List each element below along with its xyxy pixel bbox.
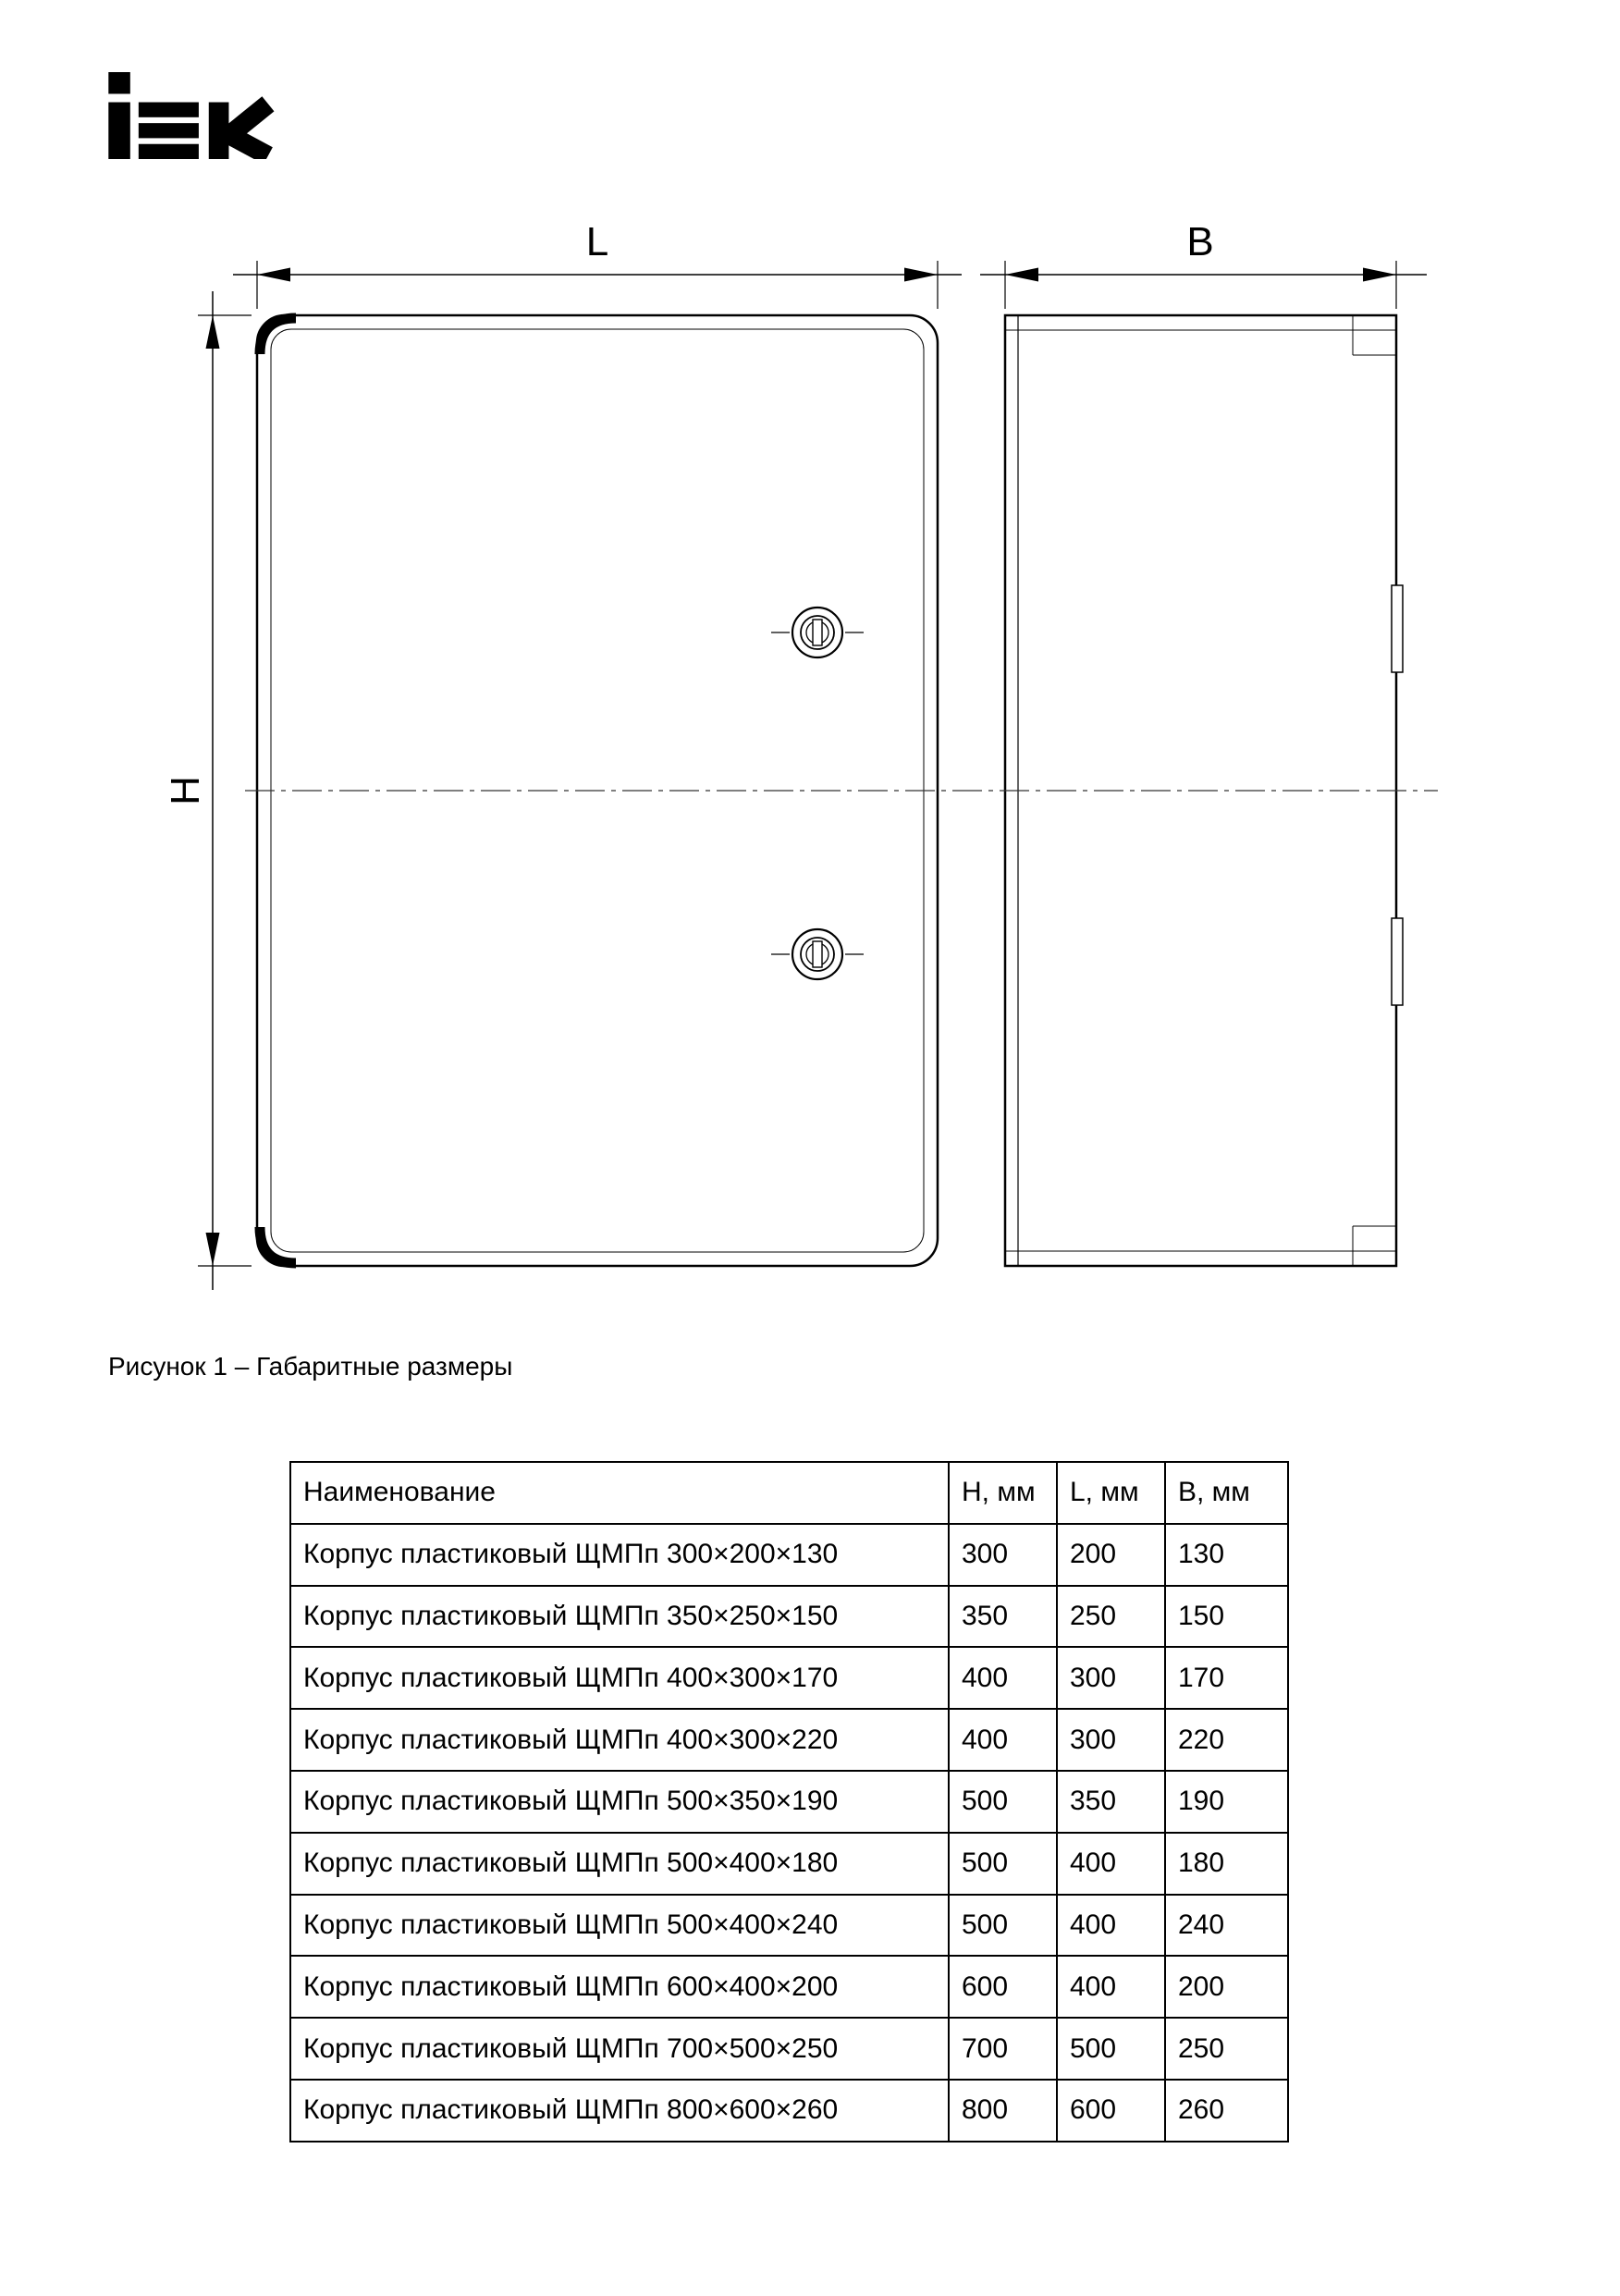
product-name-cell: Корпус пластиковый ЩМПп 350×250×150 bbox=[290, 1586, 949, 1648]
dimensions-table bbox=[289, 1461, 1289, 2143]
h-value-cell: 500 bbox=[949, 1771, 1057, 1833]
logo-e-bar bbox=[139, 123, 199, 138]
dimension-label-b: B bbox=[1186, 219, 1214, 264]
header-l-mm: L, мм bbox=[1057, 1462, 1165, 1524]
table-row bbox=[290, 1647, 1288, 1709]
dimension-label-l: L bbox=[585, 219, 609, 264]
h-value-cell: 300 bbox=[949, 1524, 1057, 1586]
l-value-cell: 250 bbox=[1057, 1586, 1165, 1648]
l-value-cell: 400 bbox=[1057, 1956, 1165, 2018]
l-value-cell: 200 bbox=[1057, 1524, 1165, 1586]
arrowhead-up-icon bbox=[206, 315, 220, 349]
table-row bbox=[290, 1771, 1288, 1833]
table-row bbox=[290, 2018, 1288, 2080]
b-value-cell: 200 bbox=[1165, 1956, 1288, 2018]
product-name-cell: Корпус пластиковый ЩМПп 500×400×180 bbox=[290, 1833, 949, 1895]
h-value-cell: 600 bbox=[949, 1956, 1057, 2018]
b-value-cell: 130 bbox=[1165, 1524, 1288, 1586]
table-row bbox=[290, 1524, 1288, 1586]
product-name-cell: Корпус пластиковый ЩМПп 500×350×190 bbox=[290, 1771, 949, 1833]
product-name-cell: Корпус пластиковый ЩМПп 500×400×240 bbox=[290, 1895, 949, 1957]
h-value-cell: 500 bbox=[949, 1833, 1057, 1895]
figure-caption: Рисунок 1 – Габаритные размеры bbox=[108, 1352, 513, 1381]
iek-logo bbox=[108, 72, 279, 159]
wall-bracket-top bbox=[1392, 585, 1403, 672]
l-value-cell: 300 bbox=[1057, 1647, 1165, 1709]
product-name-cell: Корпус пластиковый ЩМПп 700×500×250 bbox=[290, 2018, 949, 2080]
product-name-cell: Корпус пластиковый ЩМПп 400×300×220 bbox=[290, 1709, 949, 1771]
logo-e-bar bbox=[139, 144, 199, 159]
h-value-cell: 400 bbox=[949, 1647, 1057, 1709]
table-row bbox=[290, 1956, 1288, 2018]
product-name-cell: Корпус пластиковый ЩМПп 300×200×130 bbox=[290, 1524, 949, 1586]
h-value-cell: 400 bbox=[949, 1709, 1057, 1771]
dimension-h bbox=[163, 291, 252, 1290]
l-value-cell: 500 bbox=[1057, 2018, 1165, 2080]
l-value-cell: 400 bbox=[1057, 1833, 1165, 1895]
l-value-cell: 400 bbox=[1057, 1895, 1165, 1957]
b-value-cell: 240 bbox=[1165, 1895, 1288, 1957]
b-value-cell: 180 bbox=[1165, 1833, 1288, 1895]
arrowhead-right-icon bbox=[904, 268, 938, 282]
b-value-cell: 190 bbox=[1165, 1771, 1288, 1833]
table-row bbox=[290, 2080, 1288, 2142]
table-header-row bbox=[290, 1462, 1288, 1524]
header-h-mm: H, мм bbox=[949, 1462, 1057, 1524]
dimension-label-h: H bbox=[163, 776, 208, 805]
logo-k-lower-arm bbox=[225, 132, 268, 155]
dimension-b bbox=[980, 219, 1427, 309]
table-row bbox=[290, 1709, 1288, 1771]
arrowhead-left-icon bbox=[257, 268, 290, 282]
arrowhead-right-icon bbox=[1363, 268, 1396, 282]
b-value-cell: 260 bbox=[1165, 2080, 1288, 2142]
b-value-cell: 220 bbox=[1165, 1709, 1288, 1771]
l-value-cell: 300 bbox=[1057, 1709, 1165, 1771]
h-value-cell: 350 bbox=[949, 1586, 1057, 1648]
product-name-cell: Корпус пластиковый ЩМПп 400×300×170 bbox=[290, 1647, 949, 1709]
h-value-cell: 500 bbox=[949, 1895, 1057, 1957]
table-row bbox=[290, 1833, 1288, 1895]
logo-e-bar bbox=[139, 103, 199, 117]
header-b-mm: B, мм bbox=[1165, 1462, 1288, 1524]
header-name: Наименование bbox=[290, 1462, 949, 1524]
b-value-cell: 250 bbox=[1165, 2018, 1288, 2080]
wall-bracket-bottom bbox=[1392, 918, 1403, 1005]
dimension-drawing bbox=[92, 213, 1479, 1322]
logo-i-dot bbox=[108, 72, 130, 94]
b-value-cell: 170 bbox=[1165, 1647, 1288, 1709]
product-name-cell: Корпус пластиковый ЩМПп 800×600×260 bbox=[290, 2080, 949, 2142]
table-row bbox=[290, 1586, 1288, 1648]
arrowhead-down-icon bbox=[206, 1233, 220, 1266]
arrowhead-left-icon bbox=[1005, 268, 1038, 282]
h-value-cell: 800 bbox=[949, 2080, 1057, 2142]
product-name-cell: Корпус пластиковый ЩМПп 600×400×200 bbox=[290, 1956, 949, 2018]
l-value-cell: 350 bbox=[1057, 1771, 1165, 1833]
logo-i-stem bbox=[108, 103, 130, 159]
table-row bbox=[290, 1895, 1288, 1957]
b-value-cell: 150 bbox=[1165, 1586, 1288, 1648]
dimension-l bbox=[233, 219, 962, 309]
l-value-cell: 600 bbox=[1057, 2080, 1165, 2142]
h-value-cell: 700 bbox=[949, 2018, 1057, 2080]
